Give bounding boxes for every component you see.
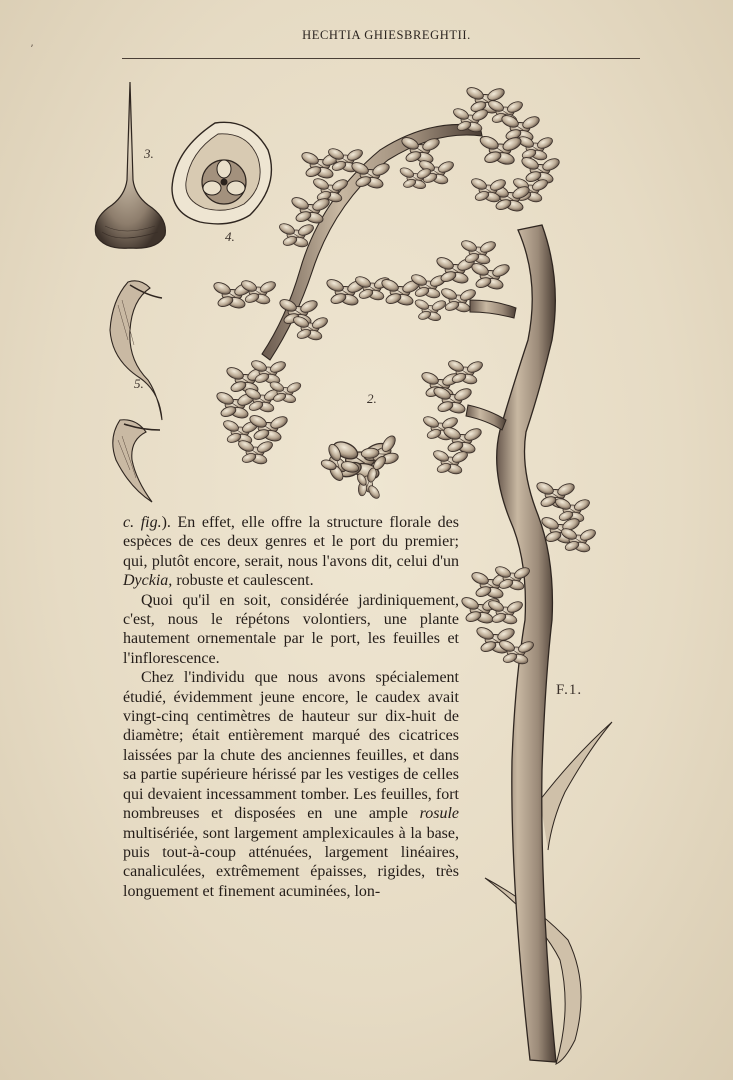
inflorescence-top-right [399,85,561,213]
figure-4-cross-section [172,122,271,224]
figure-5-label: 5. [134,376,144,391]
body-text [123,513,459,901]
paragraph-1-text: ). En effet, elle offre la structure florale des espèces de ces deux genres et le port du premier; qui, plutôt encore, serait, nous l'avons dit, celui d'un [123,514,459,570]
paragraph-3 [123,668,459,901]
page-title: HECHTIA GHIESBREGHTII. [302,28,471,42]
paragraph-1-genus: Dyckia, [123,572,173,590]
paragraph-3-term: rosule [419,805,459,823]
figure-1-label: F.1. [556,682,583,698]
figure-3-ovary [95,82,165,248]
paragraph-3-text: Chez l'individu que nous avons spécialement étudié, évidemment jeune encore, le caudex avait vingt-cinq centimètres de hauteur sur dix-huit de diamètre; était entièrement marqué des cicatrices laissées par la chute des anciennes feuilles, et dans sa partie supérieure hérissé par les vestiges de celles qui devaient incessamment tomber. Les feuilles, fort nombreuses et disposées en une ample [123,669,459,823]
page-edge-mark: ʼ [30,44,34,55]
paragraph-1-ref: c. fig. [123,514,162,531]
figure-4-label: 4. [225,229,235,244]
figure-2-label: 2. [367,391,377,406]
figure-2-flower [313,431,407,503]
paragraph-3-end: multisériée, sont largement amplexicaules à la base, puis tout-à-coup atténuées, largement linéaires, canaliculées, extrêmement épaisses, rigides, très longuement et finement acuminées, lon- [123,824,459,900]
paragraph-1 [123,513,459,591]
figure-3-label: 3. [144,146,154,161]
paragraph-2: Quoi qu'il en soit, considérée jardiniquement, c'est, nous le répétons volontiers, une plante hautement ornementale par le port, les feuilles et l'inflorescence. [123,591,459,667]
inflorescence-lower-left [215,359,302,466]
paragraph-1-end: robuste et caulescent. [172,572,314,590]
